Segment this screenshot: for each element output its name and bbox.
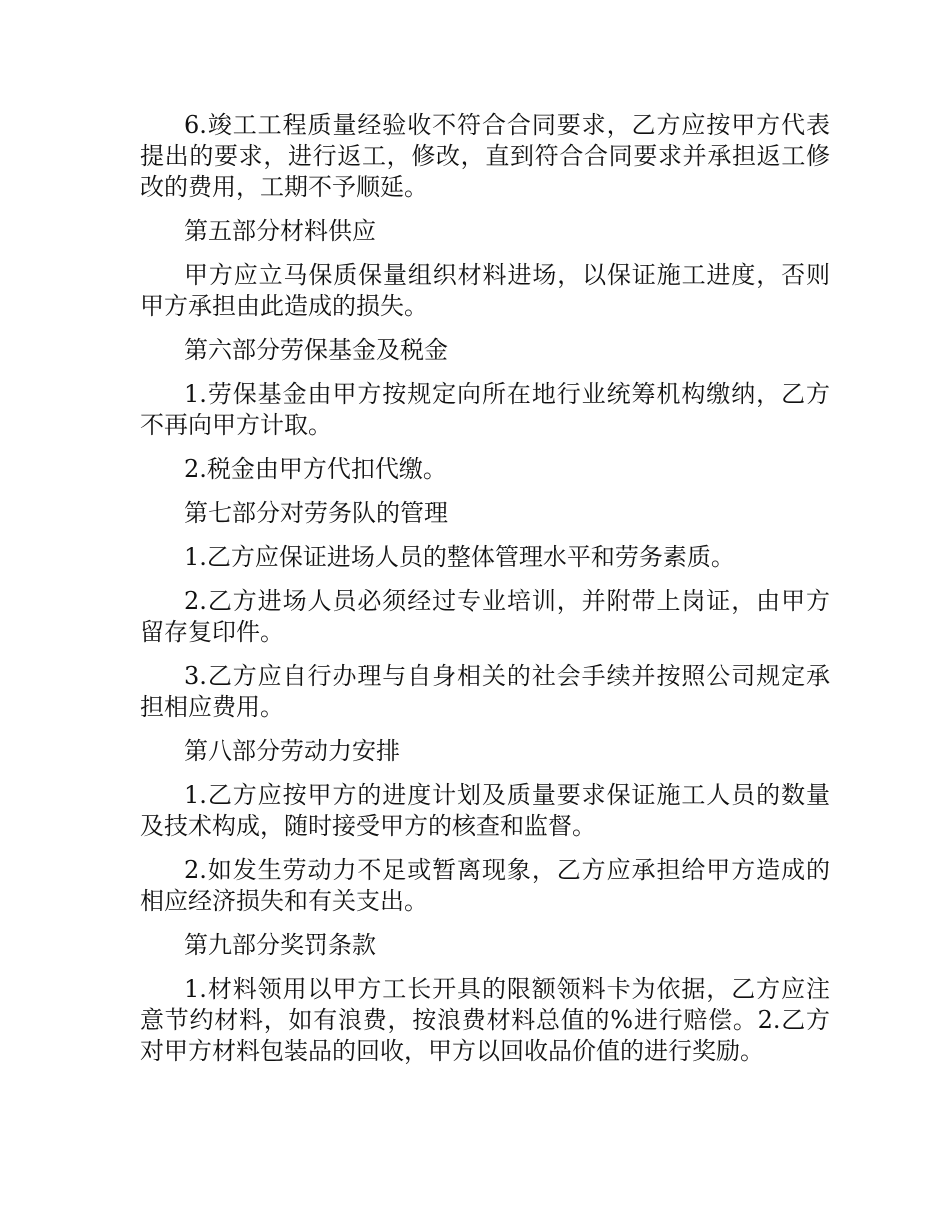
section-heading-8-labor-arrangement: 第八部分劳动力安排 [184,737,400,765]
material-supply-paragraph: 甲方应立马保质保量组织材料进场，以保证施工进度，否则甲方承担由此造成的损失。 [140,261,830,320]
tax-clause-2: 2.税金由甲方代扣代缴。 [184,455,447,483]
labor-clause-2: 2.如发生劳动力不足或暂离现象，乙方应承担给甲方造成的相应经济损失和有关支出。 [140,856,830,915]
section-heading-5-material-supply: 第五部分材料供应 [184,217,376,245]
rewards-penalties-clauses: 1.材料领用以甲方工长开具的限额领料卡为依据，乙方应注意节约材料，如有浪费，按浪费材料总值的%进行赔偿。2.乙方对甲方材料包装品的回收，甲方以回收品价值的进行奖励。 [140,975,830,1065]
section-heading-6-labor-fund-tax: 第六部分劳保基金及税金 [184,336,448,364]
labor-fund-clause-1: 1.劳保基金由甲方按规定向所在地行业统筹机构缴纳，乙方不再向甲方计取。 [140,380,830,439]
document-page [140,110,830,1080]
section-heading-9-rewards-penalties: 第九部分奖罚条款 [184,931,376,959]
labor-clause-1: 1.乙方应按甲方的进度计划及质量要求保证施工人员的数量及技术构成，随时接受甲方的核查和监督。 [140,781,830,840]
section-heading-7-team-management: 第七部分对劳务队的管理 [184,499,448,527]
clause-6-completion-quality: 6.竣工工程质量经验收不符合合同要求，乙方应按甲方代表提出的要求，进行返工，修改，直到符合合同要求并承担返工修改的费用，工期不予顺延。 [140,111,830,201]
management-clause-3: 3.乙方应自行办理与自身相关的社会手续并按照公司规定承担相应费用。 [140,662,830,721]
management-clause-1: 1.乙方应保证进场人员的整体管理水平和劳务素质。 [184,543,735,571]
management-clause-2: 2.乙方进场人员必须经过专业培训，并附带上岗证，由甲方留存复印件。 [140,587,830,646]
